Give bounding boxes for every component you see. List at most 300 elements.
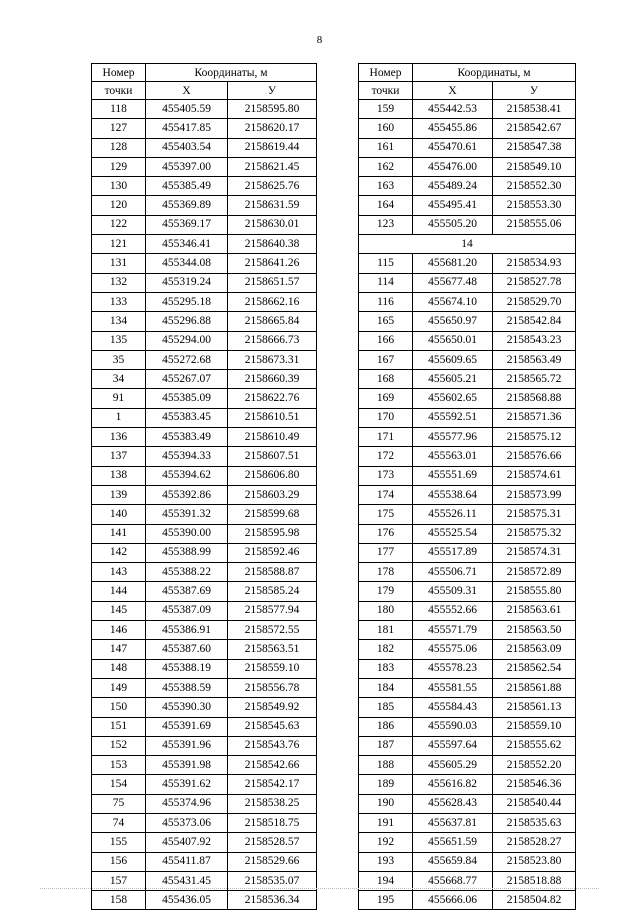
x-coordinate-cell: 455571.79 xyxy=(413,621,493,640)
x-coordinate-cell: 455387.09 xyxy=(146,601,228,620)
y-coordinate-cell: 2158620.17 xyxy=(228,119,317,138)
point-number-cell: 170 xyxy=(359,408,413,427)
y-coordinate-cell: 2158599.68 xyxy=(228,505,317,524)
point-number-cell: 168 xyxy=(359,370,413,389)
y-header: У xyxy=(228,82,317,100)
table-row xyxy=(359,543,576,562)
table-row xyxy=(92,292,317,311)
table-row xyxy=(359,119,576,138)
table-row xyxy=(92,157,317,176)
table-row xyxy=(92,215,317,234)
point-number-cell: 122 xyxy=(92,215,146,234)
point-number-cell: 161 xyxy=(359,138,413,157)
y-coordinate-cell: 2158651.57 xyxy=(228,273,317,292)
table-row xyxy=(359,524,576,543)
y-coordinate-cell: 2158641.26 xyxy=(228,254,317,273)
y-coordinate-cell: 2158575.12 xyxy=(493,428,576,447)
x-coordinate-cell: 455476.00 xyxy=(413,157,493,176)
x-coordinate-cell: 455296.88 xyxy=(146,312,228,331)
x-coordinate-cell: 455517.89 xyxy=(413,543,493,562)
x-coordinate-cell: 455526.11 xyxy=(413,505,493,524)
x-coordinate-cell: 455578.23 xyxy=(413,659,493,678)
point-number-cell: 187 xyxy=(359,736,413,755)
y-coordinate-cell: 2158518.88 xyxy=(493,871,576,890)
coordinates-header: Координаты, м xyxy=(413,64,576,82)
point-number-cell: 138 xyxy=(92,466,146,485)
y-coordinate-cell: 2158662.16 xyxy=(228,292,317,311)
table-row xyxy=(359,215,576,234)
x-coordinate-cell: 455538.64 xyxy=(413,485,493,504)
table-row xyxy=(92,273,317,292)
point-number-cell: 190 xyxy=(359,794,413,813)
table-row xyxy=(359,813,576,832)
y-coordinate-cell: 2158542.66 xyxy=(228,756,317,775)
point-number-cell: 189 xyxy=(359,775,413,794)
point-number-cell: 194 xyxy=(359,871,413,890)
y-coordinate-cell: 2158603.29 xyxy=(228,485,317,504)
coordinates-header: Координаты, м xyxy=(146,64,317,82)
point-number-cell: 1 xyxy=(92,408,146,427)
table-row xyxy=(359,563,576,582)
point-number-cell: 158 xyxy=(92,891,146,910)
y-coordinate-cell: 2158565.72 xyxy=(493,370,576,389)
point-number-cell: 120 xyxy=(92,196,146,215)
table-row xyxy=(359,891,576,910)
y-coordinate-cell: 2158592.46 xyxy=(228,543,317,562)
y-coordinate-cell: 2158606.80 xyxy=(228,466,317,485)
y-coordinate-cell: 2158621.45 xyxy=(228,157,317,176)
y-coordinate-cell: 2158607.51 xyxy=(228,447,317,466)
point-number-cell: 184 xyxy=(359,678,413,697)
point-number-cell: 173 xyxy=(359,466,413,485)
table-row xyxy=(92,601,317,620)
x-coordinate-cell: 455391.62 xyxy=(146,775,228,794)
point-number-cell: 162 xyxy=(359,157,413,176)
x-coordinate-cell: 455436.05 xyxy=(146,891,228,910)
y-coordinate-cell: 2158535.63 xyxy=(493,813,576,832)
point-number-cell: 74 xyxy=(92,813,146,832)
point-number-cell: 169 xyxy=(359,389,413,408)
x-coordinate-cell: 455677.48 xyxy=(413,273,493,292)
table-row xyxy=(92,698,317,717)
y-coordinate-cell: 2158574.31 xyxy=(493,543,576,562)
y-coordinate-cell: 2158625.76 xyxy=(228,177,317,196)
y-coordinate-cell: 2158595.98 xyxy=(228,524,317,543)
table-row xyxy=(359,698,576,717)
x-coordinate-cell: 455637.81 xyxy=(413,813,493,832)
x-coordinate-cell: 455605.21 xyxy=(413,370,493,389)
table-row xyxy=(359,736,576,755)
x-coordinate-cell: 455681.20 xyxy=(413,254,493,273)
point-number-cell: 166 xyxy=(359,331,413,350)
table-row xyxy=(359,331,576,350)
x-coordinate-cell: 455674.10 xyxy=(413,292,493,311)
point-number-cell: 163 xyxy=(359,177,413,196)
table-row xyxy=(92,505,317,524)
header-row xyxy=(359,64,576,82)
y-coordinate-cell: 2158542.84 xyxy=(493,312,576,331)
y-coordinate-cell: 2158573.99 xyxy=(493,485,576,504)
table-row xyxy=(92,312,317,331)
x-coordinate-cell: 455506.71 xyxy=(413,563,493,582)
x-coordinate-cell: 455385.49 xyxy=(146,177,228,196)
table-row xyxy=(92,331,317,350)
y-coordinate-cell: 2158563.50 xyxy=(493,621,576,640)
x-coordinate-cell: 455552.66 xyxy=(413,601,493,620)
point-number-cell: 183 xyxy=(359,659,413,678)
y-coordinate-cell: 2158552.30 xyxy=(493,177,576,196)
x-coordinate-cell: 455551.69 xyxy=(413,466,493,485)
table-row xyxy=(92,254,317,273)
page-number: 8 xyxy=(316,34,323,46)
point-number-cell: 139 xyxy=(92,485,146,504)
y-coordinate-cell: 2158561.13 xyxy=(493,698,576,717)
table-row xyxy=(359,273,576,292)
point-number-cell: 137 xyxy=(92,447,146,466)
y-coordinate-cell: 2158563.61 xyxy=(493,601,576,620)
table-row xyxy=(92,524,317,543)
x-coordinate-cell: 455369.89 xyxy=(146,196,228,215)
point-number-cell: 129 xyxy=(92,157,146,176)
y-coordinate-cell: 2158534.93 xyxy=(493,254,576,273)
table-row xyxy=(92,408,317,427)
x-coordinate-cell: 455392.86 xyxy=(146,485,228,504)
point-number-cell: 152 xyxy=(92,736,146,755)
point-number-cell: 140 xyxy=(92,505,146,524)
y-coordinate-cell: 2158575.32 xyxy=(493,524,576,543)
x-coordinate-cell: 455397.00 xyxy=(146,157,228,176)
y-coordinate-cell: 2158666.73 xyxy=(228,331,317,350)
y-coordinate-cell: 2158673.31 xyxy=(228,350,317,369)
y-coordinate-cell: 2158559.10 xyxy=(493,717,576,736)
x-coordinate-cell: 455592.51 xyxy=(413,408,493,427)
x-coordinate-cell: 455407.92 xyxy=(146,833,228,852)
x-coordinate-cell: 455609.65 xyxy=(413,350,493,369)
table-row xyxy=(92,813,317,832)
point-number-cell: 154 xyxy=(92,775,146,794)
table-row xyxy=(359,601,576,620)
point-number-cell: 134 xyxy=(92,312,146,331)
y-coordinate-cell: 2158527.78 xyxy=(493,273,576,292)
table-row xyxy=(92,582,317,601)
section-row xyxy=(359,235,576,254)
point-number-cell: 188 xyxy=(359,756,413,775)
x-coordinate-cell: 455386.91 xyxy=(146,621,228,640)
x-coordinate-cell: 455417.85 xyxy=(146,119,228,138)
point-number-cell: 193 xyxy=(359,852,413,871)
y-coordinate-cell: 2158572.89 xyxy=(493,563,576,582)
table-row xyxy=(92,717,317,736)
point-number-cell: 141 xyxy=(92,524,146,543)
header-row xyxy=(359,82,576,100)
table-row xyxy=(359,138,576,157)
y-coordinate-cell: 2158572.55 xyxy=(228,621,317,640)
y-coordinate-cell: 2158610.49 xyxy=(228,428,317,447)
table-row xyxy=(359,428,576,447)
point-number-cell: 172 xyxy=(359,447,413,466)
table-row xyxy=(359,833,576,852)
x-header: X xyxy=(146,82,228,100)
x-coordinate-cell: 455391.96 xyxy=(146,736,228,755)
x-coordinate-cell: 455597.64 xyxy=(413,736,493,755)
x-coordinate-cell: 455394.62 xyxy=(146,466,228,485)
point-number-cell: 149 xyxy=(92,678,146,697)
point-number-cell: 147 xyxy=(92,640,146,659)
x-header: X xyxy=(413,82,493,100)
x-coordinate-cell: 455581.55 xyxy=(413,678,493,697)
x-coordinate-cell: 455346.41 xyxy=(146,235,228,254)
x-coordinate-cell: 455403.54 xyxy=(146,138,228,157)
table-row xyxy=(359,852,576,871)
table-row xyxy=(359,659,576,678)
table-row xyxy=(92,235,317,254)
y-coordinate-cell: 2158556.78 xyxy=(228,678,317,697)
point-number-cell: 130 xyxy=(92,177,146,196)
table-row xyxy=(92,794,317,813)
x-coordinate-cell: 455344.08 xyxy=(146,254,228,273)
point-number-cell: 165 xyxy=(359,312,413,331)
point-number-cell: 148 xyxy=(92,659,146,678)
x-coordinate-cell: 455272.68 xyxy=(146,350,228,369)
point-number-cell: 150 xyxy=(92,698,146,717)
table-row xyxy=(92,428,317,447)
y-coordinate-cell: 2158665.84 xyxy=(228,312,317,331)
y-coordinate-cell: 2158543.76 xyxy=(228,736,317,755)
x-coordinate-cell: 455668.77 xyxy=(413,871,493,890)
table-row xyxy=(359,408,576,427)
coordinates-table-left xyxy=(91,63,317,910)
table-row xyxy=(359,312,576,331)
table-row xyxy=(92,736,317,755)
x-coordinate-cell: 455374.96 xyxy=(146,794,228,813)
x-coordinate-cell: 455267.07 xyxy=(146,370,228,389)
point-number-cell: 157 xyxy=(92,871,146,890)
point-number-cell: 135 xyxy=(92,331,146,350)
table-row xyxy=(359,100,576,119)
point-number-cell: 178 xyxy=(359,563,413,582)
y-coordinate-cell: 2158555.80 xyxy=(493,582,576,601)
point-number-cell: 75 xyxy=(92,794,146,813)
table-row xyxy=(92,177,317,196)
y-coordinate-cell: 2158619.44 xyxy=(228,138,317,157)
table-row xyxy=(92,756,317,775)
y-coordinate-cell: 2158528.27 xyxy=(493,833,576,852)
y-coordinate-cell: 2158630.01 xyxy=(228,215,317,234)
table-row xyxy=(359,717,576,736)
table-row xyxy=(359,485,576,504)
y-coordinate-cell: 2158542.17 xyxy=(228,775,317,794)
point-number-cell: 114 xyxy=(359,273,413,292)
point-number-cell: 177 xyxy=(359,543,413,562)
table-row xyxy=(359,254,576,273)
y-coordinate-cell: 2158610.51 xyxy=(228,408,317,427)
x-coordinate-cell: 455602.65 xyxy=(413,389,493,408)
y-coordinate-cell: 2158546.36 xyxy=(493,775,576,794)
point-number-cell: 133 xyxy=(92,292,146,311)
table-row xyxy=(359,466,576,485)
x-coordinate-cell: 455383.49 xyxy=(146,428,228,447)
table-row xyxy=(359,447,576,466)
x-coordinate-cell: 455411.87 xyxy=(146,852,228,871)
x-coordinate-cell: 455383.45 xyxy=(146,408,228,427)
table-row xyxy=(92,891,317,910)
y-coordinate-cell: 2158555.06 xyxy=(493,215,576,234)
x-coordinate-cell: 455319.24 xyxy=(146,273,228,292)
x-coordinate-cell: 455509.31 xyxy=(413,582,493,601)
x-coordinate-cell: 455387.69 xyxy=(146,582,228,601)
y-coordinate-cell: 2158574.61 xyxy=(493,466,576,485)
point-number-cell: 160 xyxy=(359,119,413,138)
y-coordinate-cell: 2158631.59 xyxy=(228,196,317,215)
table-row xyxy=(359,292,576,311)
table-row xyxy=(359,389,576,408)
y-coordinate-cell: 2158561.88 xyxy=(493,678,576,697)
point-number-cell: 153 xyxy=(92,756,146,775)
point-number-cell: 176 xyxy=(359,524,413,543)
table-row xyxy=(92,389,317,408)
x-coordinate-cell: 455385.09 xyxy=(146,389,228,408)
table-row xyxy=(359,196,576,215)
point-number-cell: 35 xyxy=(92,350,146,369)
x-coordinate-cell: 455390.00 xyxy=(146,524,228,543)
point-number-cell: 34 xyxy=(92,370,146,389)
x-coordinate-cell: 455391.32 xyxy=(146,505,228,524)
table-row xyxy=(92,543,317,562)
table-row xyxy=(359,505,576,524)
x-coordinate-cell: 455295.18 xyxy=(146,292,228,311)
point-number-cell: 171 xyxy=(359,428,413,447)
y-coordinate-cell: 2158549.10 xyxy=(493,157,576,176)
x-coordinate-cell: 455391.69 xyxy=(146,717,228,736)
y-coordinate-cell: 2158595.80 xyxy=(228,100,317,119)
y-coordinate-cell: 2158552.20 xyxy=(493,756,576,775)
table-row xyxy=(92,621,317,640)
point-number-cell: 116 xyxy=(359,292,413,311)
x-coordinate-cell: 455584.43 xyxy=(413,698,493,717)
y-coordinate-cell: 2158562.54 xyxy=(493,659,576,678)
table-row xyxy=(359,582,576,601)
point-number-cell: 121 xyxy=(92,235,146,254)
y-coordinate-cell: 2158528.57 xyxy=(228,833,317,852)
page-divider xyxy=(40,888,599,889)
y-coordinate-cell: 2158576.66 xyxy=(493,447,576,466)
point-number-cell: 123 xyxy=(359,215,413,234)
x-coordinate-cell: 455525.54 xyxy=(413,524,493,543)
x-coordinate-cell: 455495.41 xyxy=(413,196,493,215)
x-coordinate-cell: 455605.29 xyxy=(413,756,493,775)
y-coordinate-cell: 2158518.75 xyxy=(228,813,317,832)
table-row xyxy=(92,370,317,389)
x-coordinate-cell: 455563.01 xyxy=(413,447,493,466)
y-coordinate-cell: 2158585.24 xyxy=(228,582,317,601)
x-coordinate-cell: 455651.59 xyxy=(413,833,493,852)
table-row xyxy=(359,621,576,640)
x-coordinate-cell: 455505.20 xyxy=(413,215,493,234)
table-row xyxy=(92,678,317,697)
x-coordinate-cell: 455390.30 xyxy=(146,698,228,717)
x-coordinate-cell: 455373.06 xyxy=(146,813,228,832)
x-coordinate-cell: 455577.96 xyxy=(413,428,493,447)
table-row xyxy=(359,794,576,813)
point-number-cell: 186 xyxy=(359,717,413,736)
x-coordinate-cell: 455650.97 xyxy=(413,312,493,331)
table-row xyxy=(92,659,317,678)
y-coordinate-cell: 2158547.38 xyxy=(493,138,576,157)
point-number-cell: 182 xyxy=(359,640,413,659)
point-number-cell: 132 xyxy=(92,273,146,292)
x-coordinate-cell: 455470.61 xyxy=(413,138,493,157)
table-row xyxy=(92,119,317,138)
table-row xyxy=(359,756,576,775)
x-coordinate-cell: 455431.45 xyxy=(146,871,228,890)
y-coordinate-cell: 2158575.31 xyxy=(493,505,576,524)
y-coordinate-cell: 2158529.70 xyxy=(493,292,576,311)
x-coordinate-cell: 455666.06 xyxy=(413,891,493,910)
y-header: У xyxy=(493,82,576,100)
point-number-cell: 143 xyxy=(92,563,146,582)
point-number-header: точки xyxy=(359,82,413,100)
y-coordinate-cell: 2158543.23 xyxy=(493,331,576,350)
x-coordinate-cell: 455650.01 xyxy=(413,331,493,350)
x-coordinate-cell: 455388.22 xyxy=(146,563,228,582)
y-coordinate-cell: 2158563.51 xyxy=(228,640,317,659)
table-row xyxy=(92,775,317,794)
point-number-cell: 191 xyxy=(359,813,413,832)
point-number-cell: 174 xyxy=(359,485,413,504)
x-coordinate-cell: 455659.84 xyxy=(413,852,493,871)
table-row xyxy=(359,157,576,176)
point-number-cell: 142 xyxy=(92,543,146,562)
header-row xyxy=(92,64,317,82)
point-number-cell: 144 xyxy=(92,582,146,601)
table-row xyxy=(359,370,576,389)
table-row xyxy=(92,138,317,157)
point-number-cell: 91 xyxy=(92,389,146,408)
table-row xyxy=(359,177,576,196)
point-number-cell: 185 xyxy=(359,698,413,717)
x-coordinate-cell: 455442.53 xyxy=(413,100,493,119)
y-coordinate-cell: 2158577.94 xyxy=(228,601,317,620)
point-number-cell: 151 xyxy=(92,717,146,736)
x-coordinate-cell: 455294.00 xyxy=(146,331,228,350)
point-number-cell: 136 xyxy=(92,428,146,447)
x-coordinate-cell: 455628.43 xyxy=(413,794,493,813)
y-coordinate-cell: 2158555.62 xyxy=(493,736,576,755)
y-coordinate-cell: 2158529.66 xyxy=(228,852,317,871)
coordinates-table-right xyxy=(358,63,576,910)
point-number-cell: 146 xyxy=(92,621,146,640)
section-label: 14 xyxy=(359,235,576,254)
point-number-header: Номер xyxy=(359,64,413,82)
y-coordinate-cell: 2158538.25 xyxy=(228,794,317,813)
x-coordinate-cell: 455590.03 xyxy=(413,717,493,736)
y-coordinate-cell: 2158568.88 xyxy=(493,389,576,408)
point-number-cell: 167 xyxy=(359,350,413,369)
point-number-cell: 131 xyxy=(92,254,146,273)
x-coordinate-cell: 455394.33 xyxy=(146,447,228,466)
x-coordinate-cell: 455388.99 xyxy=(146,543,228,562)
y-coordinate-cell: 2158540.44 xyxy=(493,794,576,813)
point-number-cell: 156 xyxy=(92,852,146,871)
y-coordinate-cell: 2158535.07 xyxy=(228,871,317,890)
table-row xyxy=(92,447,317,466)
y-coordinate-cell: 2158640.38 xyxy=(228,235,317,254)
y-coordinate-cell: 2158563.09 xyxy=(493,640,576,659)
y-coordinate-cell: 2158660.39 xyxy=(228,370,317,389)
y-coordinate-cell: 2158622.76 xyxy=(228,389,317,408)
point-number-cell: 181 xyxy=(359,621,413,640)
y-coordinate-cell: 2158563.49 xyxy=(493,350,576,369)
